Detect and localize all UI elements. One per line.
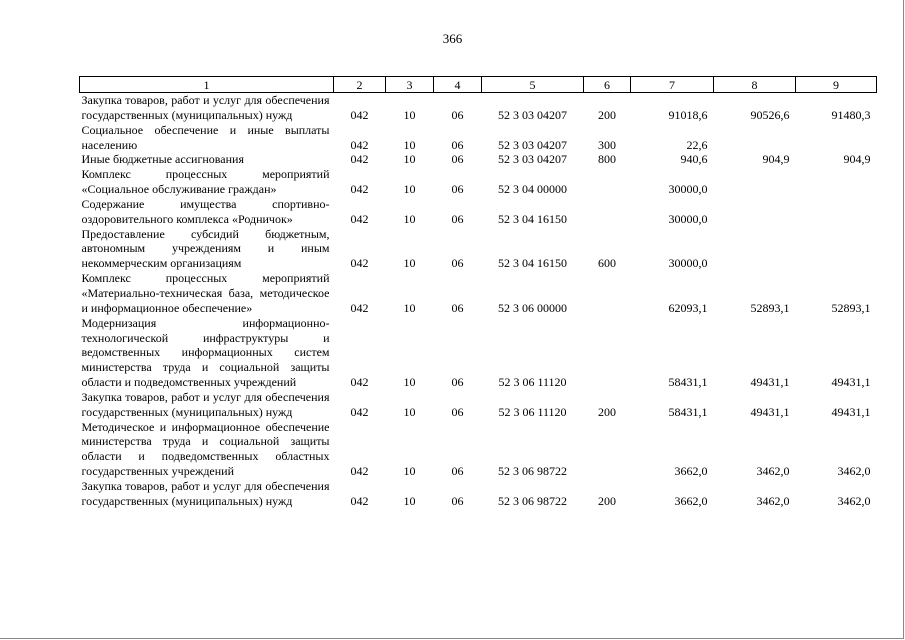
code-ministry: 042: [350, 300, 369, 315]
code-expense-type: 600: [598, 256, 616, 271]
code-expense-type: [584, 420, 631, 479]
amount-col-7: 62093,1: [668, 300, 708, 315]
amount-col-9: [796, 167, 877, 197]
item-name: Закупка товаров, работ и услуг для обеспечения государственных (муниципальных) нужд: [81, 478, 330, 508]
amount-col-9: 3462,0: [837, 493, 871, 508]
item-name: Иные бюджетные ассигнования: [81, 152, 244, 167]
amount-col-7: 30000,0: [668, 256, 708, 271]
amount-col-9: [796, 123, 877, 153]
header-cell: 2: [334, 77, 386, 93]
code-subsection: 06: [451, 211, 464, 226]
code-section: 10: [403, 493, 416, 508]
amount-col-9: [796, 197, 877, 227]
code-target-article: 52 3 03 04207: [498, 137, 567, 152]
amount-col-9: 52893,1: [831, 300, 871, 315]
code-ministry: 042: [350, 375, 369, 390]
code-expense-type: 800: [598, 152, 616, 167]
code-target-article: 52 3 04 16150: [498, 211, 567, 226]
amount-col-7: 30000,0: [668, 211, 708, 226]
table-row: [80, 390, 877, 420]
budget-table: [79, 76, 877, 509]
amount-col-8: 49431,1: [750, 404, 790, 419]
code-ministry: 042: [350, 404, 369, 419]
code-subsection: 06: [451, 152, 464, 167]
amount-col-7: 58431,1: [668, 375, 708, 390]
table-row: [80, 152, 877, 167]
table-row: [80, 123, 877, 153]
code-subsection: 06: [451, 493, 464, 508]
amount-col-8: 3462,0: [756, 493, 790, 508]
amount-col-7: 58431,1: [668, 404, 708, 419]
table-row: [80, 316, 877, 390]
amount-col-9: 49431,1: [831, 404, 871, 419]
item-name: Закупка товаров, работ и услуг для обеспечения государственных (муниципальных) нужд: [81, 389, 330, 419]
code-subsection: 06: [451, 256, 464, 271]
header-cell: 6: [584, 77, 631, 93]
amount-col-7: 940,6: [680, 152, 708, 167]
amount-col-9: 91480,3: [831, 107, 871, 122]
header-cell: 9: [796, 77, 877, 93]
amount-col-9: 49431,1: [831, 375, 871, 390]
code-subsection: 06: [451, 464, 464, 479]
item-name: Социальное обеспечение и иные выплаты населению: [81, 122, 330, 152]
code-section: 10: [403, 182, 416, 197]
code-expense-type: 300: [598, 137, 616, 152]
header-cell: 5: [482, 77, 584, 93]
code-expense-type: [584, 197, 631, 227]
amount-col-8: 52893,1: [750, 300, 790, 315]
code-section: 10: [403, 464, 416, 479]
code-section: 10: [403, 300, 416, 315]
code-section: 10: [403, 152, 416, 167]
code-section: 10: [403, 256, 416, 271]
header-cell: 4: [434, 77, 482, 93]
code-target-article: 52 3 06 11120: [498, 404, 567, 419]
header-cell: 8: [714, 77, 796, 93]
code-target-article: 52 3 03 04207: [498, 107, 567, 122]
amount-col-8: [714, 197, 796, 227]
code-ministry: 042: [350, 182, 369, 197]
table-row: [80, 197, 877, 227]
code-section: 10: [403, 137, 416, 152]
code-subsection: 06: [451, 375, 464, 390]
item-name: Комплекс процессных мероприятий «Социальное обслуживание граждан»: [81, 167, 330, 197]
code-ministry: 042: [350, 211, 369, 226]
code-ministry: 042: [350, 137, 369, 152]
code-target-article: 52 3 06 98722: [498, 464, 567, 479]
amount-col-9: [796, 227, 877, 272]
item-name: Комплекс процессных мероприятий «Материально-техническая база, методическое и информационное обеспечение»: [81, 271, 330, 315]
amount-col-8: 3462,0: [756, 464, 790, 479]
code-target-article: 52 3 06 98722: [498, 493, 567, 508]
table-body: [80, 93, 877, 509]
code-expense-type: [584, 167, 631, 197]
code-expense-type: [584, 316, 631, 390]
code-section: 10: [403, 211, 416, 226]
code-target-article: 52 3 06 00000: [498, 300, 567, 315]
code-target-article: 52 3 06 11120: [498, 375, 567, 390]
code-target-article: 52 3 04 00000: [498, 182, 567, 197]
amount-col-7: 3662,0: [674, 493, 708, 508]
code-ministry: 042: [350, 107, 369, 122]
code-subsection: 06: [451, 404, 464, 419]
amount-col-7: 22,6: [686, 137, 708, 152]
header-row: [80, 77, 877, 93]
item-name: Закупка товаров, работ и услуг для обеспечения государственных (муниципальных) нужд: [81, 93, 330, 122]
table-row: [80, 167, 877, 197]
table-row: [80, 93, 877, 123]
amount-col-8: 90526,6: [750, 107, 790, 122]
code-expense-type: 200: [598, 107, 616, 122]
code-subsection: 06: [451, 137, 464, 152]
table-row: [80, 227, 877, 272]
code-subsection: 06: [451, 182, 464, 197]
item-name: Предоставление субсидий бюджетным, автономным учреждениям и иным некоммерческим организациям: [81, 226, 330, 271]
table-row: [80, 479, 877, 509]
table-row: [80, 420, 877, 479]
code-ministry: 042: [350, 493, 369, 508]
header-cell: 7: [631, 77, 714, 93]
code-expense-type: [584, 271, 631, 316]
item-name: Содержание имущества спортивно-оздоровительного комплекса «Родничок»: [81, 196, 330, 226]
table-row: [80, 271, 877, 316]
amount-col-8: [714, 167, 796, 197]
code-subsection: 06: [451, 107, 464, 122]
code-section: 10: [403, 404, 416, 419]
code-section: 10: [403, 375, 416, 390]
code-subsection: 06: [451, 300, 464, 315]
amount-col-7: 3662,0: [674, 464, 708, 479]
code-target-article: 52 3 03 04207: [498, 152, 567, 167]
amount-col-7: 30000,0: [668, 182, 708, 197]
code-expense-type: 200: [598, 404, 616, 419]
amount-col-8: 49431,1: [750, 375, 790, 390]
code-expense-type: 200: [598, 493, 616, 508]
amount-col-9: 3462,0: [837, 464, 871, 479]
code-ministry: 042: [350, 152, 369, 167]
amount-col-8: 904,9: [762, 152, 790, 167]
item-name: Методическое и информационное обеспечение министерства труда и социальной защиты области и подведомственных областных государственных учреждений: [81, 419, 330, 479]
code-ministry: 042: [350, 464, 369, 479]
code-section: 10: [403, 107, 416, 122]
code-target-article: 52 3 04 16150: [498, 256, 567, 271]
code-ministry: 042: [350, 256, 369, 271]
amount-col-8: [714, 123, 796, 153]
header-cell: 1: [80, 77, 334, 93]
amount-col-7: 91018,6: [668, 107, 708, 122]
header-cell: 3: [386, 77, 434, 93]
item-name: Модернизация информационно-технологической инфраструктуры и ведомственных информационных систем министерства труда и социальной защиты области и подведомственных учреждений: [81, 315, 330, 390]
page-number: 366: [442, 31, 463, 46]
amount-col-9: 904,9: [843, 152, 871, 167]
amount-col-8: [714, 227, 796, 272]
